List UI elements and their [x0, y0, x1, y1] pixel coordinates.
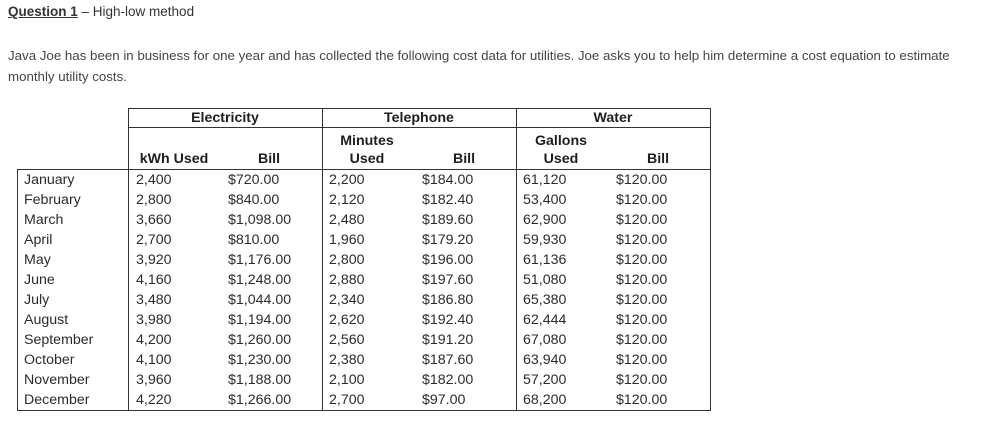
gallons-used-cell: 62,900	[523, 212, 567, 228]
month-cell: April	[24, 232, 53, 248]
water-bill-cell: $120.00	[616, 372, 668, 388]
col-header-kwh-used: kWh Used	[139, 151, 209, 167]
gallons-used-cell: 63,940	[523, 352, 567, 368]
electricity-bill-cell: $810.00	[228, 232, 280, 248]
minutes-used-cell: 2,880	[329, 272, 365, 288]
col-header-electricity-bill: Bill	[257, 151, 281, 167]
month-cell: July	[24, 292, 50, 308]
table-right-border	[710, 108, 711, 411]
group-header-telephone: Telephone	[384, 110, 454, 126]
col-header-telephone-bill: Bill	[452, 151, 476, 167]
water-left-border	[516, 108, 517, 411]
col-header-gallons-used: Used	[543, 151, 579, 167]
minutes-used-cell: 2,700	[329, 392, 365, 408]
header-bottom-border	[17, 169, 711, 170]
month-cell: June	[24, 272, 55, 288]
gallons-used-cell: 57,200	[523, 372, 567, 388]
electricity-bill-cell: $1,266.00	[228, 392, 292, 408]
gallons-used-cell: 59,930	[523, 232, 567, 248]
telephone-bill-cell: $196.00	[422, 252, 474, 268]
kwh-used-cell: 4,200	[136, 332, 172, 348]
month-cell: September	[24, 332, 94, 348]
gallons-used-cell: 67,080	[523, 332, 567, 348]
question-heading	[8, 4, 194, 19]
kwh-used-cell: 4,160	[136, 272, 172, 288]
minutes-used-cell: 2,100	[329, 372, 365, 388]
group-header-divider	[128, 127, 711, 128]
minutes-used-cell: 2,560	[329, 332, 365, 348]
month-cell: February	[24, 192, 81, 208]
month-cell: August	[24, 312, 69, 328]
gallons-used-cell: 65,380	[523, 292, 567, 308]
kwh-used-cell: 2,700	[136, 232, 172, 248]
question-topic: High-low method	[92, 4, 195, 19]
electricity-bill-cell: $840.00	[228, 192, 280, 208]
electricity-left-border	[128, 108, 129, 411]
water-bill-cell: $120.00	[616, 352, 668, 368]
gallons-used-cell: 61,136	[523, 252, 567, 268]
telephone-bill-cell: $191.20	[422, 332, 474, 348]
electricity-bill-cell: $1,044.00	[228, 292, 292, 308]
telephone-bill-cell: $179.20	[422, 232, 474, 248]
col-header-minutes: Minutes	[340, 133, 394, 149]
month-cell: March	[24, 212, 64, 228]
telephone-bill-cell: $182.00	[422, 372, 474, 388]
water-bill-cell: $120.00	[616, 392, 668, 408]
telephone-bill-cell: $184.00	[422, 172, 474, 188]
electricity-bill-cell: $1,098.00	[228, 212, 292, 228]
electricity-bill-cell: $1,230.00	[228, 352, 292, 368]
telephone-bill-cell: $186.80	[422, 292, 474, 308]
telephone-bill-cell: $182.40	[422, 192, 474, 208]
col-header-minutes-used: Used	[349, 151, 385, 167]
water-bill-cell: $120.00	[616, 172, 668, 188]
kwh-used-cell: 3,920	[136, 252, 172, 268]
kwh-used-cell: 4,220	[136, 392, 172, 408]
electricity-bill-cell: $1,188.00	[228, 372, 292, 388]
telephone-bill-cell: $187.60	[422, 352, 474, 368]
water-bill-cell: $120.00	[616, 192, 668, 208]
telephone-bill-cell: $197.60	[422, 272, 474, 288]
group-header-water: Water	[593, 110, 633, 126]
question-label: Question 1	[8, 4, 78, 19]
minutes-used-cell: 2,620	[329, 312, 365, 328]
minutes-used-cell: 2,480	[329, 212, 365, 228]
electricity-bill-cell: $1,260.00	[228, 332, 292, 348]
col-header-gallons: Gallons	[534, 133, 588, 149]
minutes-used-cell: 2,380	[329, 352, 365, 368]
question-paragraph: Java Joe has been in business for one year and has collected the following cost data for utilities. Joe asks you to help him determine a cost equation to estimate monthly utility costs.	[8, 48, 950, 84]
water-bill-cell: $120.00	[616, 232, 668, 248]
col-header-water-bill: Bill	[646, 151, 670, 167]
electricity-bill-cell: $1,194.00	[228, 312, 292, 328]
telephone-bill-cell: $189.60	[422, 212, 474, 228]
kwh-used-cell: 2,800	[136, 192, 172, 208]
month-cell: May	[24, 252, 51, 268]
electricity-bill-cell: $1,176.00	[228, 252, 292, 268]
telephone-bill-cell: $97.00	[422, 392, 466, 408]
minutes-used-cell: 1,960	[329, 232, 365, 248]
kwh-used-cell: 3,980	[136, 312, 172, 328]
kwh-used-cell: 3,660	[136, 212, 172, 228]
group-header-electricity: Electricity	[191, 110, 259, 126]
month-cell: January	[24, 172, 75, 188]
telephone-bill-cell: $192.40	[422, 312, 474, 328]
month-cell: December	[24, 392, 90, 408]
water-bill-cell: $120.00	[616, 212, 668, 228]
gallons-used-cell: 62,444	[523, 312, 567, 328]
minutes-used-cell: 2,800	[329, 252, 365, 268]
month-cell: October	[24, 352, 75, 368]
kwh-used-cell: 2,400	[136, 172, 172, 188]
minutes-used-cell: 2,120	[329, 192, 365, 208]
kwh-used-cell: 3,960	[136, 372, 172, 388]
table-bottom-border	[17, 410, 711, 411]
water-bill-cell: $120.00	[616, 252, 668, 268]
question-separator: –	[77, 4, 93, 19]
electricity-bill-cell: $1,248.00	[228, 272, 292, 288]
gallons-used-cell: 53,400	[523, 192, 567, 208]
telephone-left-border	[322, 108, 323, 411]
month-column-left-border	[17, 169, 18, 411]
kwh-used-cell: 4,100	[136, 352, 172, 368]
gallons-used-cell: 68,200	[523, 392, 567, 408]
minutes-used-cell: 2,200	[329, 172, 365, 188]
water-bill-cell: $120.00	[616, 312, 668, 328]
minutes-used-cell: 2,340	[329, 292, 365, 308]
kwh-used-cell: 3,480	[136, 292, 172, 308]
gallons-used-cell: 51,080	[523, 272, 567, 288]
water-bill-cell: $120.00	[616, 272, 668, 288]
water-bill-cell: $120.00	[616, 332, 668, 348]
water-bill-cell: $120.00	[616, 292, 668, 308]
electricity-bill-cell: $720.00	[228, 172, 280, 188]
gallons-used-cell: 61,120	[523, 172, 567, 188]
month-cell: November	[24, 372, 90, 388]
